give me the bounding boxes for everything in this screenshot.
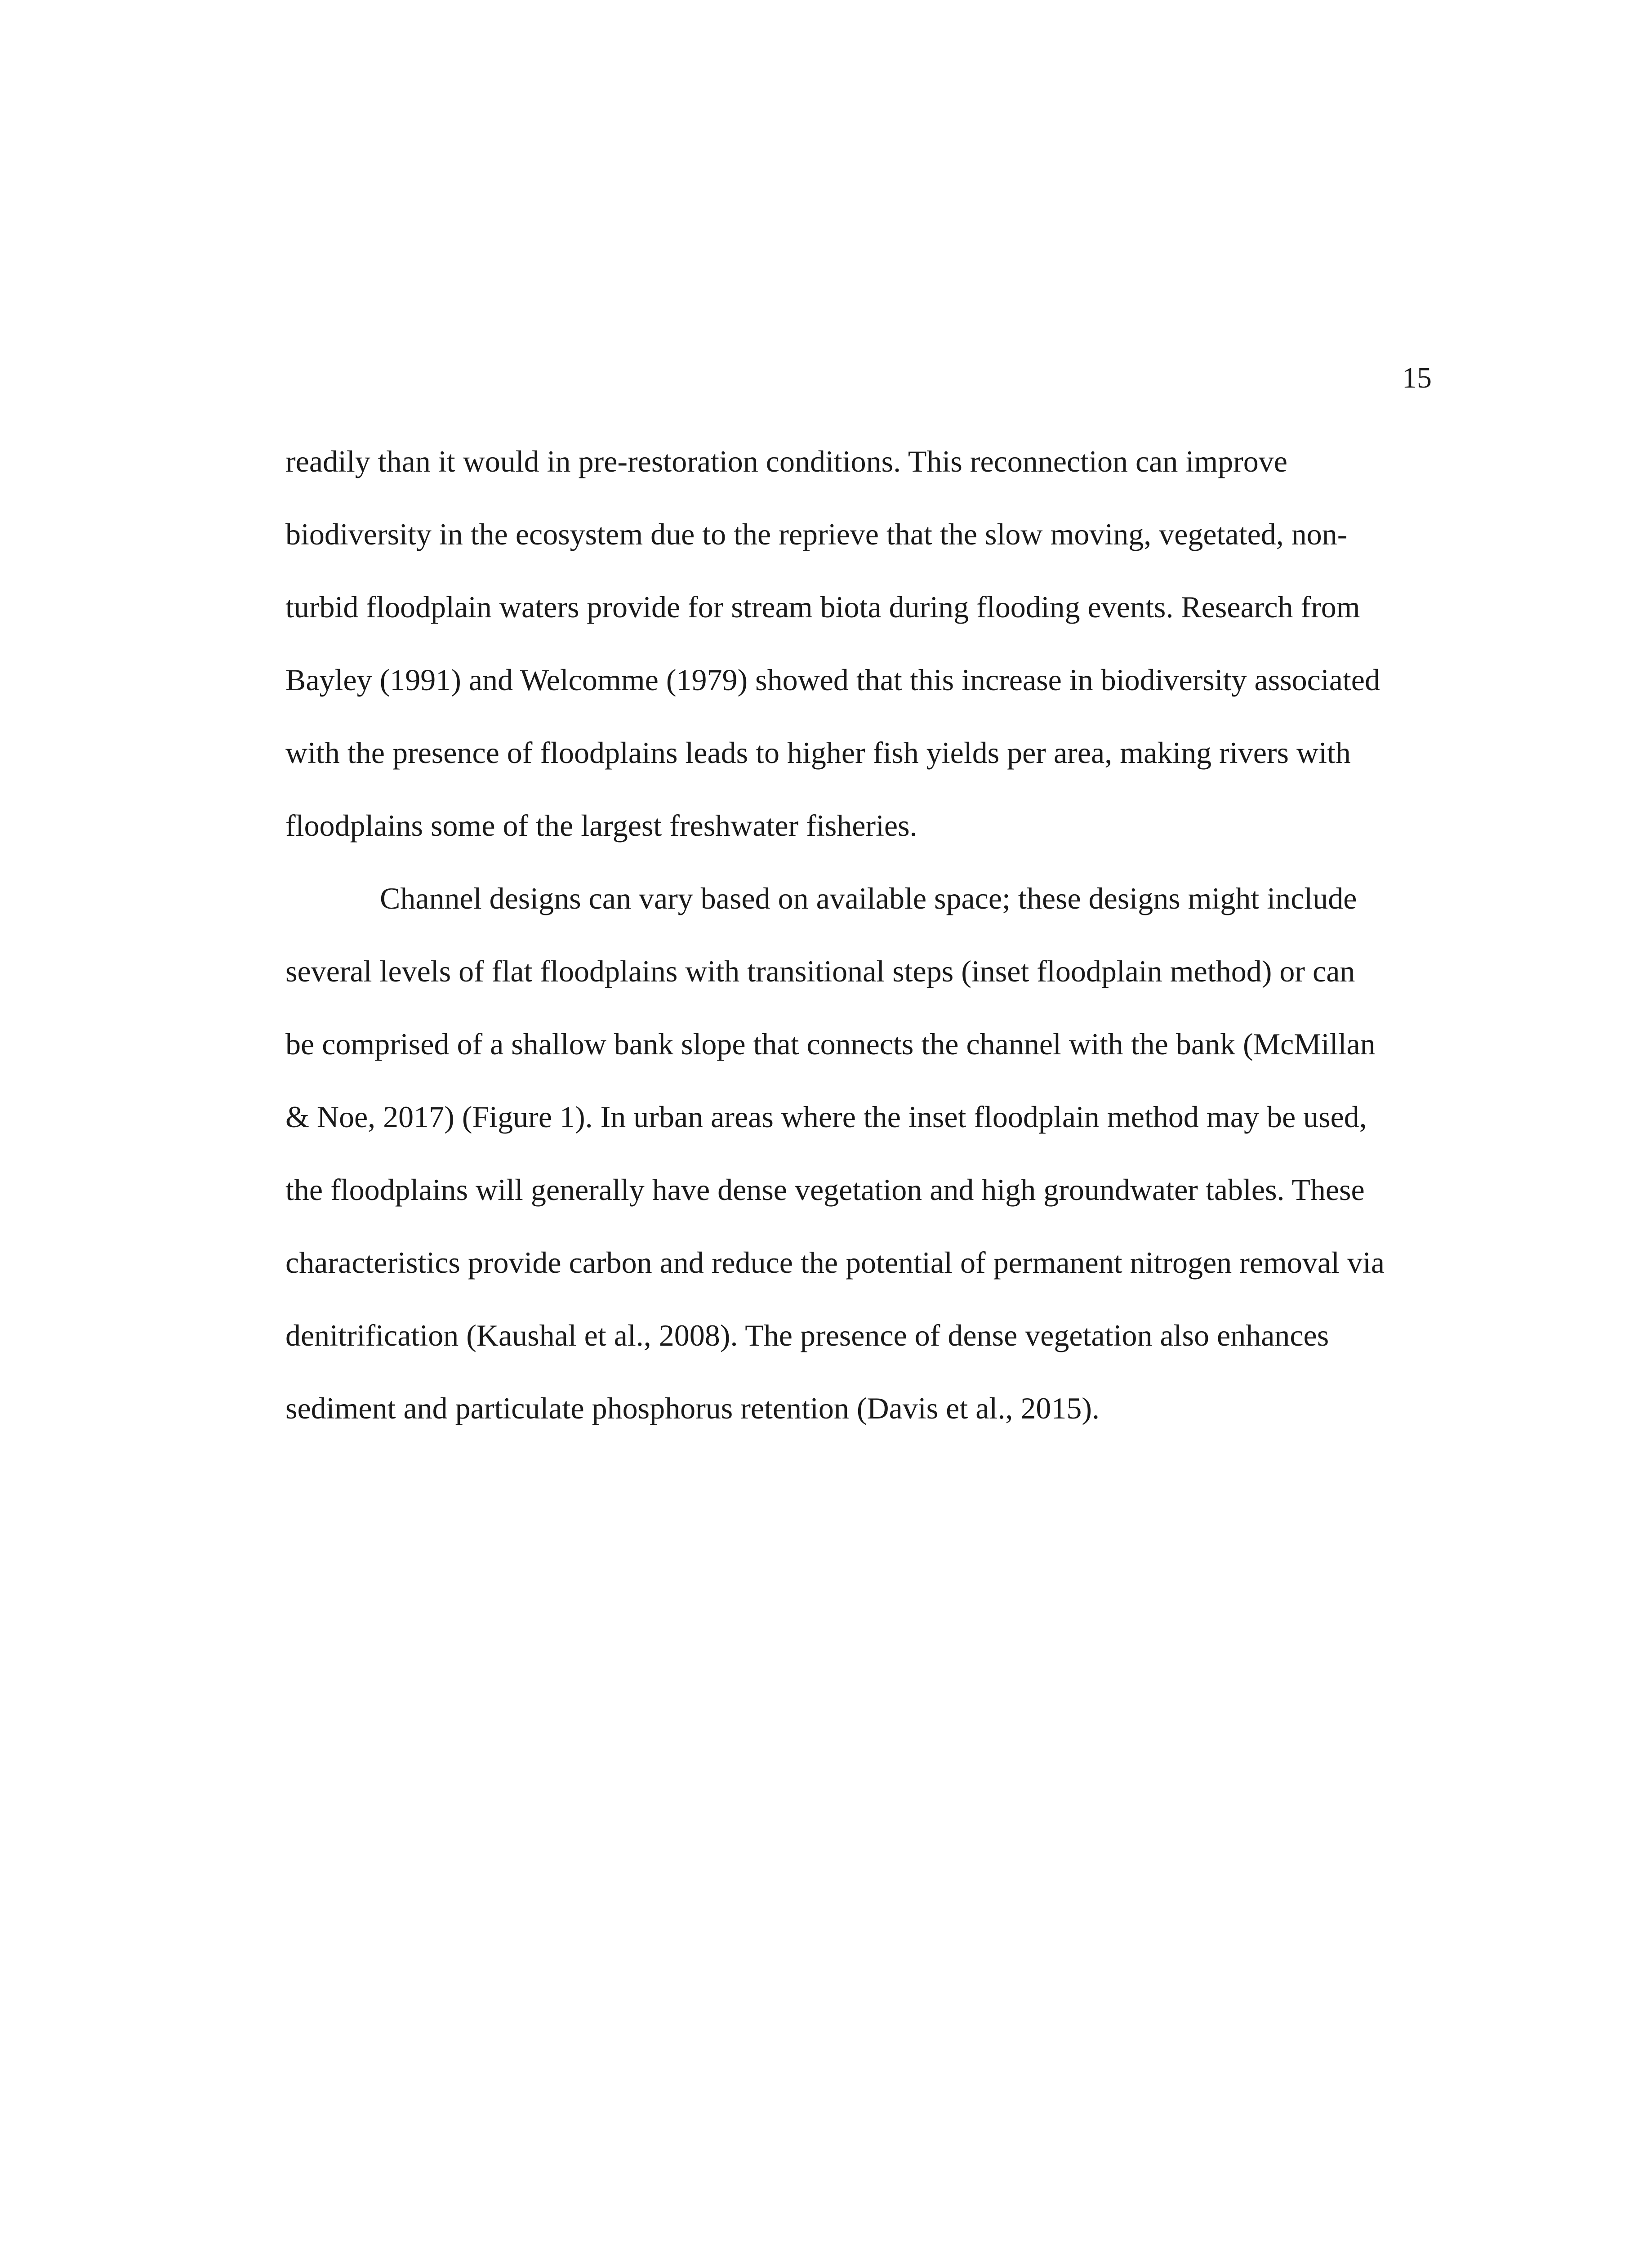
page-number: 15 — [1402, 361, 1432, 394]
text-line: turbid floodplain waters provide for stream biota during flooding events. Research from — [285, 590, 1360, 624]
text-line: Bayley (1991) and Welcomme (1979) showed that this increase in biodiversity associated — [285, 663, 1380, 697]
text-line: Channel designs can vary based on available space; these designs might include — [380, 881, 1357, 915]
text-line: denitrification (Kaushal et al., 2008). The presence of dense vegetation also enhances — [285, 1318, 1329, 1352]
text-line: floodplains some of the largest freshwater fisheries. — [285, 808, 917, 843]
text-line: readily than it would in pre-restoration conditions. This reconnection can improve — [285, 444, 1287, 478]
text-line: & Noe, 2017) (Figure 1). In urban areas where the inset floodplain method may be used, — [285, 1100, 1367, 1134]
text-line: biodiversity in the ecosystem due to the reprieve that the slow moving, vegetated, non- — [285, 517, 1348, 551]
text-line: with the presence of floodplains leads to higher fish yields per area, making rivers with — [285, 736, 1351, 770]
text-line: characteristics provide carbon and reduce the potential of permanent nitrogen removal via — [285, 1245, 1385, 1280]
text-line: several levels of flat floodplains with transitional steps (inset floodplain method) or can — [285, 954, 1355, 988]
text-line: the floodplains will generally have dense vegetation and high groundwater tables. These — [285, 1173, 1365, 1207]
text-line: be comprised of a shallow bank slope that connects the channel with the bank (McMillan — [285, 1027, 1376, 1061]
text-line: sediment and particulate phosphorus retention (Davis et al., 2015). — [285, 1391, 1100, 1425]
